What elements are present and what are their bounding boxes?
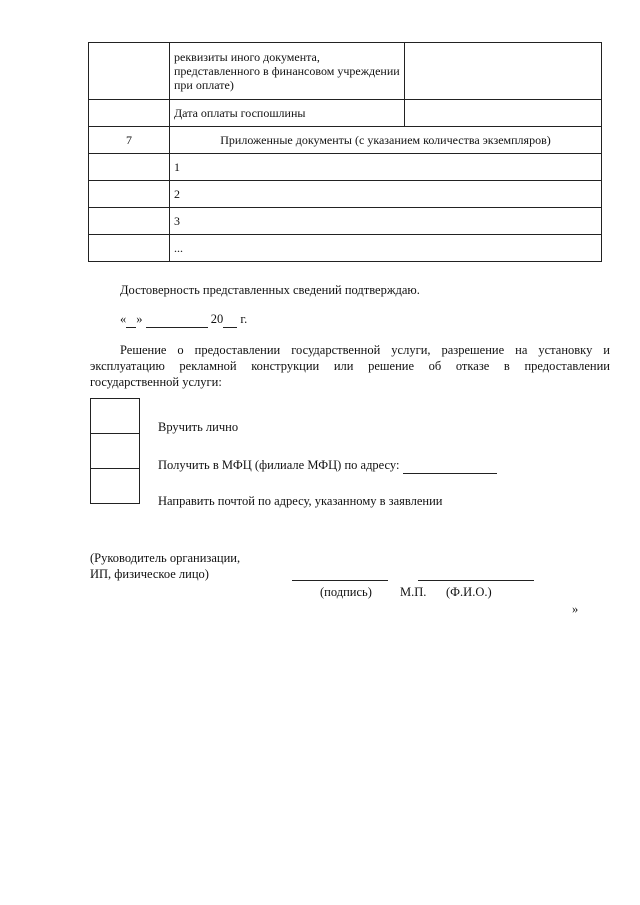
- attached-item[interactable]: 3: [170, 208, 602, 235]
- table-cell: [89, 43, 170, 100]
- table-cell: [89, 208, 170, 235]
- option-deliver-personally: Вручить лично: [158, 420, 239, 434]
- payment-details-label: реквизиты иного документа, представленного в финансовом учреждении при оплате): [170, 43, 405, 100]
- day-field[interactable]: [126, 311, 136, 328]
- full-name-field[interactable]: [418, 580, 534, 581]
- month-field[interactable]: [146, 311, 208, 328]
- decision-paragraph: Решение о предоставлении государственной услуги, разрешение на установку и эксплуатацию рекламной конструкции или решение об отказе в предоставлении государственной услуги:: [90, 343, 610, 389]
- signer-title-line1: (Руководитель организации,: [90, 551, 241, 565]
- table-row: [89, 127, 602, 154]
- year-field[interactable]: [223, 311, 237, 328]
- confirmation-text: Достоверность представленных сведений подтверждаю.: [120, 283, 420, 297]
- payment-details-value[interactable]: [405, 43, 602, 100]
- full-name-label: (Ф.И.О.): [446, 585, 492, 599]
- quote-close: »: [136, 312, 143, 326]
- attached-item[interactable]: 1: [170, 154, 602, 181]
- table-row: [89, 154, 602, 181]
- payment-date-value[interactable]: [405, 100, 602, 127]
- option-receive-mfc-label: Получить в МФЦ (филиале МФЦ) по адресу:: [158, 458, 400, 472]
- option-send-by-mail: Направить почтой по адресу, указанному в заявлении: [158, 494, 443, 508]
- checkbox-deliver-personally[interactable]: [90, 398, 140, 434]
- checkbox-receive-mfc[interactable]: [90, 433, 140, 469]
- closing-quote: »: [572, 602, 579, 616]
- attached-item[interactable]: ...: [170, 235, 602, 262]
- mfc-address-field[interactable]: [403, 457, 497, 474]
- checkbox-send-by-mail[interactable]: [90, 468, 140, 504]
- table-row: [89, 100, 602, 127]
- payment-date-label: Дата оплаты госпошлины: [170, 100, 405, 127]
- signer-title-line2: ИП, физическое лицо): [90, 567, 209, 581]
- table-cell: [89, 235, 170, 262]
- table-cell: [89, 154, 170, 181]
- table-row: [89, 181, 602, 208]
- table-cell: [89, 100, 170, 127]
- signature-field[interactable]: [292, 580, 388, 581]
- option-receive-mfc: [158, 457, 497, 474]
- quote-open: «: [120, 312, 127, 326]
- attached-documents-label: Приложенные документы (с указанием количества экземпляров): [170, 127, 602, 154]
- date-line: [120, 311, 247, 328]
- table-row: [89, 235, 602, 262]
- table-row: [89, 208, 602, 235]
- table-row: [89, 43, 602, 100]
- year-prefix: 20: [210, 312, 224, 326]
- year-suffix: г.: [240, 312, 248, 326]
- application-table: [88, 42, 602, 262]
- table-cell: [89, 181, 170, 208]
- attached-item[interactable]: 2: [170, 181, 602, 208]
- stamp-label: М.П.: [400, 585, 427, 599]
- signature-label: (подпись): [320, 585, 372, 599]
- row-number: 7: [89, 127, 170, 154]
